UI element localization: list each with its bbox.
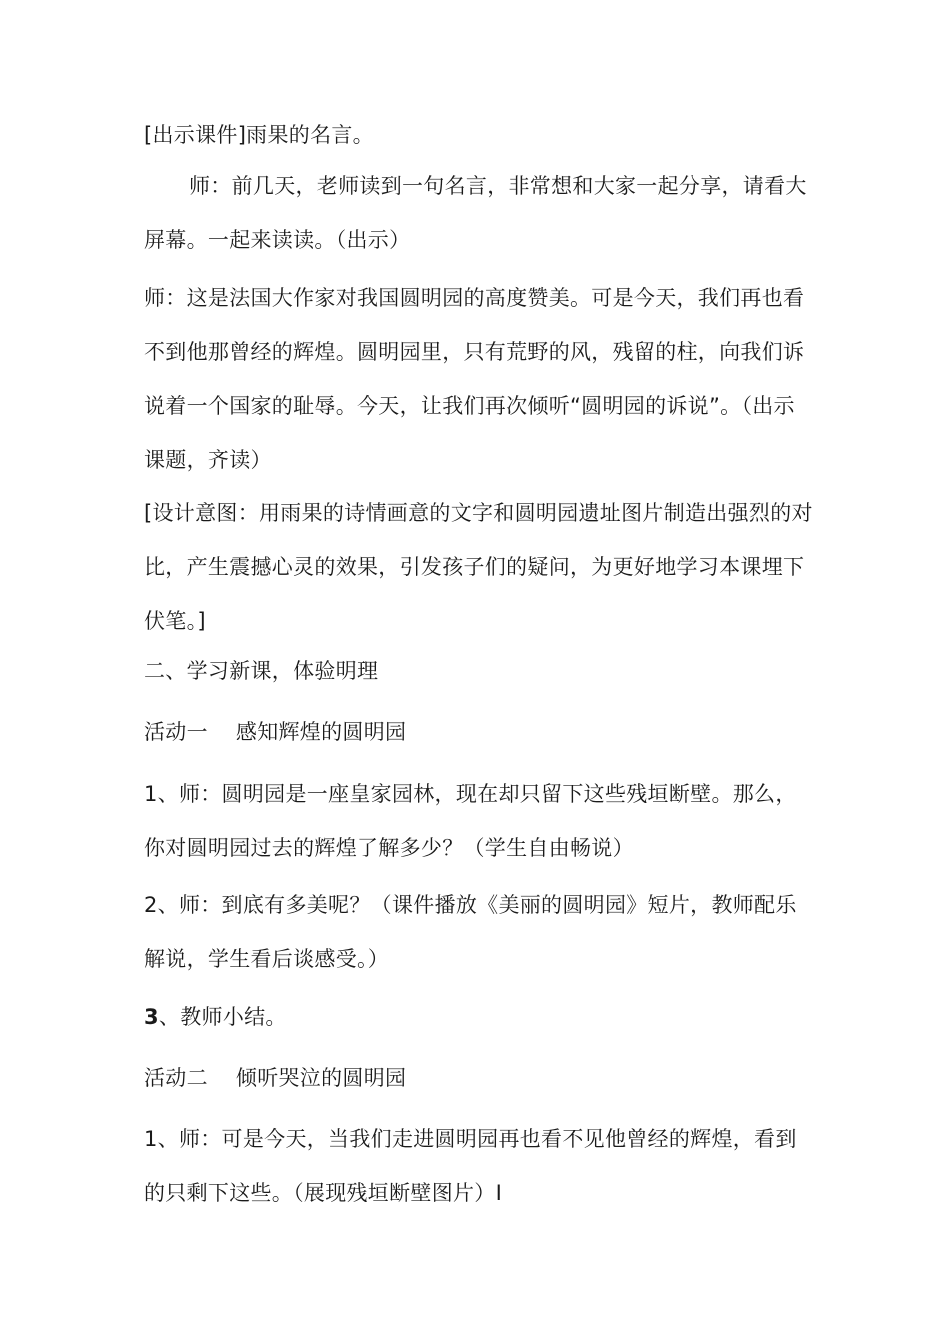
activity-one-item-1: 1、师：圆明园是一座皇家园林，现在却只留下这些残垣断壁。那么，你对圆明园过去的辉煌了解多少？（学生自由畅说） <box>144 782 797 860</box>
item-3-text: 、教师小结。 <box>158 1005 287 1029</box>
activity-one-heading <box>144 705 406 759</box>
section-heading-new-lesson: 二、学习新课，体验明理 <box>144 659 379 683</box>
activity-one-item-3 <box>144 990 287 1044</box>
activity-two-label: 活动二 <box>144 1066 208 1090</box>
paragraph-design-intent: [设计意图：用雨果的诗情画意的文字和圆明园遗址图片制造出强烈的对比，产生震撼心灵的效果，引发孩子们的疑问，为更好地学习本课埋下伏笔。] <box>144 501 813 633</box>
activity-one-title: 感知辉煌的圆明园 <box>235 720 407 744</box>
item-3-number: 3 <box>144 1005 159 1029</box>
activity-two-item-1: 1、师：可是今天，当我们走进圆明园再也看不见他曾经的辉煌，看到的只剩下这些。（展现残垣断壁图片）I <box>144 1127 797 1205</box>
activity-one-item-2: 2、师：到底有多美呢？（课件播放《美丽的圆明园》短片，教师配乐解说，学生看后谈感受。） <box>144 893 797 971</box>
activity-two-heading <box>144 1051 406 1105</box>
paragraph-teacher-intro: 师：前几天，老师读到一句名言，非常想和大家一起分享，请看大屏幕。一起来读读。（出示） <box>144 174 807 252</box>
activity-one-label: 活动一 <box>144 720 208 744</box>
paragraph-courseware-quote: [出示课件]雨果的名言。 <box>144 123 374 147</box>
paragraph-teacher-praise: 师：这是法国大作家对我国圆明园的高度赞美。可是今天，我们再也看不到他那曾经的辉煌。圆明园里，只有荒野的风，残留的柱，向我们诉说着一个国家的耻辱。今天，让我们再次倾听“圆明园的诉说”。（出示课题，齐读） <box>144 286 805 472</box>
activity-two-title: 倾听哭泣的圆明园 <box>235 1066 407 1090</box>
